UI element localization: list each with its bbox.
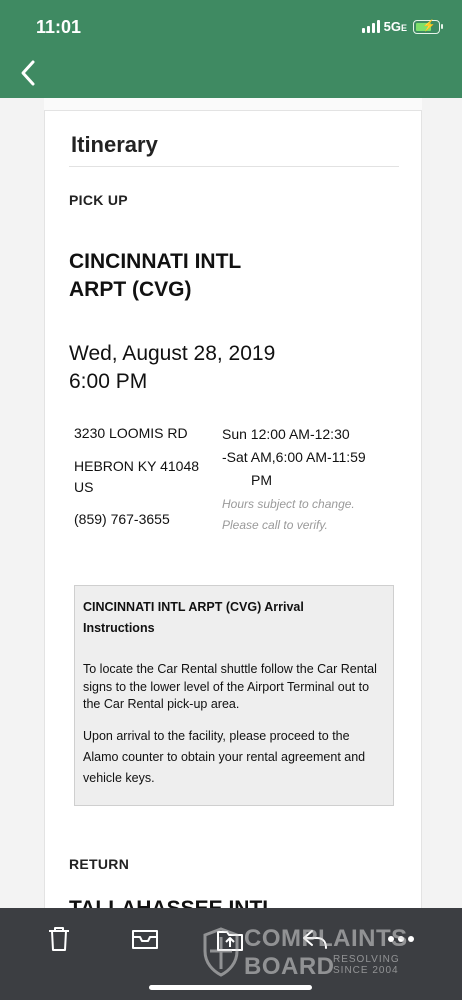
instructions-paragraph: To locate the Car Rental shuttle follow the Car Rental signs to the lower level of the Airport Terminal out to the Car Rental pick-up area. [83,662,377,711]
home-indicator[interactable] [149,985,312,990]
pickup-location-name: CINCINNATI INTL ARPT (CVG) [69,250,242,301]
hours-note: Hours subject to change. Please call to verify. [222,497,355,532]
address-country: US [74,479,94,495]
battery-icon: ⚡ [413,20,440,34]
business-hours: Sun 12:00 AM-12:30 -Sat AM,6:00 AM-11:59 PM [222,426,366,488]
signal-icon [362,20,380,33]
mail-icon [131,927,159,951]
itinerary-card [44,110,422,908]
instructions-paragraph: Upon arrival to the facility, please proceed to the Alamo counter to obtain your rental agreement and vehicle keys. [83,728,366,785]
watermark-line1: COMPLAINTS [244,925,408,952]
delete-button[interactable] [44,924,74,954]
arrival-instructions-box [74,585,394,806]
chevron-left-icon [19,60,37,86]
page-margin-right [422,98,462,908]
page-margin-left [0,98,44,908]
status-time: 11:01 [36,17,82,37]
phone-number[interactable]: (859) 767-3655 [74,511,170,527]
watermark-tagline: RESOLVING SINCE 2004 [333,954,400,976]
instructions-heading: CINCINNATI INTL ARPT (CVG) Arrival Instructions [83,600,304,635]
pickup-datetime: Wed, August 28, 2019 6:00 PM [69,342,276,393]
back-button[interactable] [12,56,44,90]
network-label: 5GE [383,19,407,34]
trash-icon [47,926,71,952]
app-header [0,0,462,98]
watermark [200,921,420,983]
watermark-line2: BOARD [244,953,335,980]
status-indicators [362,19,440,34]
address-street[interactable]: 3230 LOOMIS RD [74,425,188,441]
shield-logo-icon [202,927,240,977]
pickup-label: PICK UP [69,192,128,208]
return-label: RETURN [69,856,130,872]
title-divider [69,166,399,167]
address-city[interactable]: HEBRON KY 41048 [74,458,200,474]
card-title: Itinerary [71,132,158,157]
move-to-mailbox-button[interactable] [130,924,160,954]
